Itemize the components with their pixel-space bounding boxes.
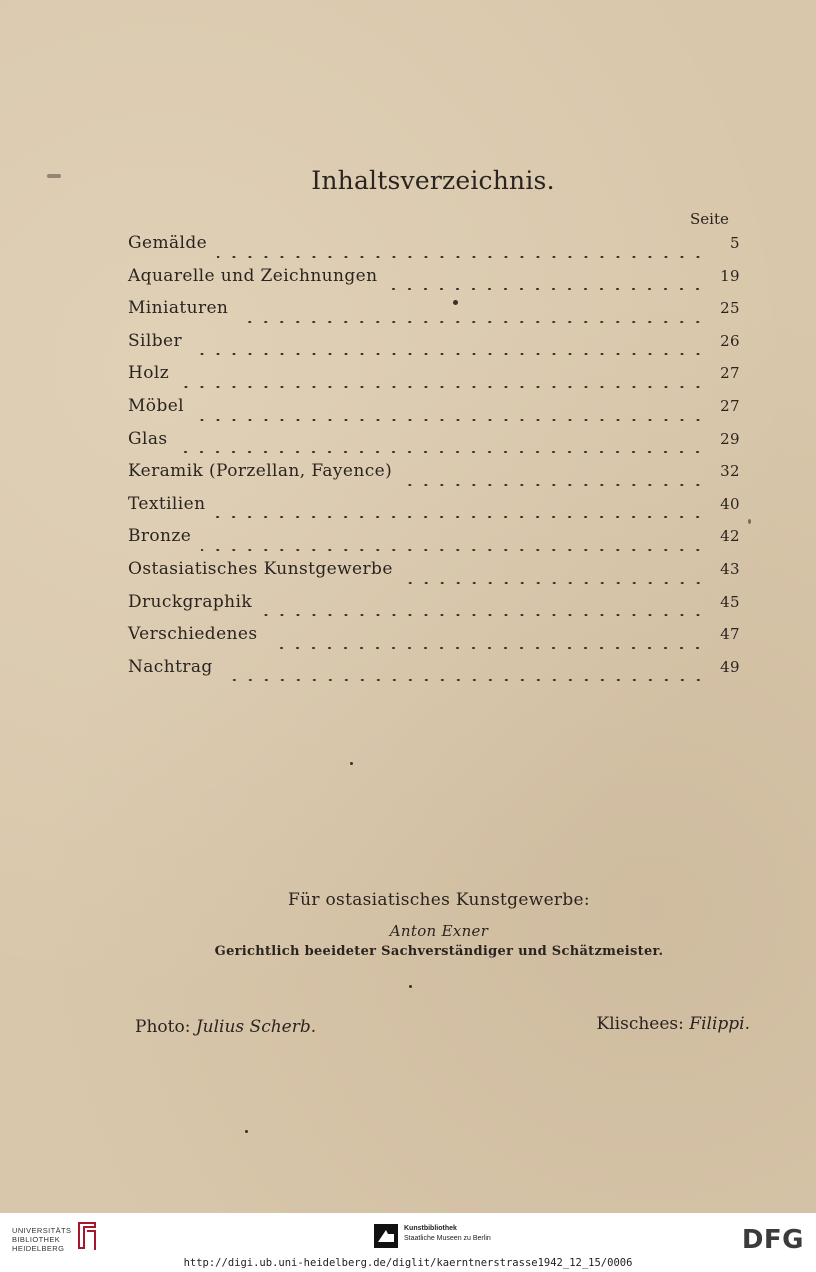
kunstbibliothek-logo-icon bbox=[374, 1224, 398, 1248]
leader-dots bbox=[194, 419, 706, 421]
footer-bar bbox=[0, 1213, 816, 1272]
expert-name: Anton Exner bbox=[389, 922, 489, 940]
klischees-name: Filippi. bbox=[689, 1014, 750, 1034]
toc-entry-page: 25 bbox=[720, 299, 740, 318]
toc-entry-label: Nachtrag bbox=[128, 656, 213, 677]
toc-entry-page: 5 bbox=[730, 234, 740, 252]
toc-row bbox=[128, 494, 740, 527]
toc-row bbox=[128, 429, 740, 462]
leader-dots bbox=[267, 647, 706, 649]
toc-entry-label: Möbel bbox=[128, 395, 185, 416]
toc-entry-label: Miniaturen bbox=[128, 298, 229, 319]
toc-entry-label: Bronze bbox=[128, 526, 192, 547]
seite-header: Seite bbox=[690, 210, 729, 228]
toc-row bbox=[128, 461, 740, 494]
leader-dots bbox=[192, 353, 706, 355]
uni-heidelberg-wordmark bbox=[12, 1226, 71, 1253]
toc-entry-page: 27 bbox=[720, 364, 740, 383]
photo-label: Photo: bbox=[135, 1017, 191, 1037]
leader-dots bbox=[238, 321, 706, 323]
leader-dots bbox=[223, 679, 706, 681]
leader-dots bbox=[402, 484, 706, 486]
photo-name: Julius Scherb. bbox=[195, 1017, 317, 1037]
toc-entry-page: 32 bbox=[720, 462, 740, 481]
uni-line: UNIVERSITÄTS bbox=[12, 1226, 72, 1235]
uni-line: HEIDELBERG bbox=[12, 1244, 65, 1253]
dfg-logo: DFG bbox=[741, 1225, 804, 1255]
paper-speck bbox=[350, 762, 353, 765]
paper-speck bbox=[409, 985, 412, 988]
kb-line: Staatliche Museen zu Berlin bbox=[404, 1235, 491, 1242]
photo-credit bbox=[135, 1017, 316, 1037]
paper-speck bbox=[245, 1130, 248, 1133]
paper-speck bbox=[453, 300, 458, 305]
toc-row bbox=[128, 266, 740, 299]
leader-dots bbox=[215, 516, 706, 518]
leader-dots bbox=[201, 549, 706, 551]
leader-dots bbox=[403, 582, 706, 584]
toc-entry-page: 40 bbox=[720, 494, 740, 513]
toc-entry-label: Keramik (Porzellan, Fayence) bbox=[128, 461, 393, 482]
toc-entry-page: 45 bbox=[720, 592, 740, 611]
toc-entry-label: Aquarelle und Zeichnungen bbox=[128, 265, 378, 286]
leader-dots bbox=[262, 614, 706, 616]
toc-entry-label: Verschiedenes bbox=[128, 624, 258, 645]
kunstbibliothek-text bbox=[404, 1224, 491, 1244]
uni-line: BIBLIOTHEK bbox=[12, 1235, 61, 1244]
toc-entry-label: Ostasiatisches Kunstgewerbe bbox=[128, 558, 393, 579]
toc-entry-page: 47 bbox=[720, 625, 740, 644]
toc-entry-page: 26 bbox=[720, 331, 740, 350]
page-title: Inhaltsverzeichnis. bbox=[311, 166, 555, 195]
toc-entry-label: Holz bbox=[128, 363, 170, 384]
toc-entry-label: Silber bbox=[128, 330, 182, 351]
klischees-credit bbox=[597, 1014, 750, 1034]
permalink-url[interactable]: http://digi.ub.uni-heidelberg.de/diglit/kaerntnerstrasse1942_12_15/0006 bbox=[183, 1257, 633, 1269]
table-of-contents bbox=[128, 233, 740, 689]
leader-dots bbox=[217, 256, 706, 258]
toc-row bbox=[128, 559, 740, 592]
toc-entry-label: Glas bbox=[128, 428, 168, 449]
klischees-label: Klischees: bbox=[596, 1014, 684, 1034]
toc-row bbox=[128, 298, 740, 331]
leader-dots bbox=[387, 288, 706, 290]
toc-entry-page: 49 bbox=[720, 657, 740, 676]
toc-entry-label: Druckgraphik bbox=[128, 591, 253, 612]
toc-entry-page: 19 bbox=[720, 266, 740, 285]
toc-row bbox=[128, 526, 740, 559]
kunstgewerbe-heading: Für ostasiatisches Kunstgewerbe: bbox=[288, 890, 590, 910]
leader-dots bbox=[177, 451, 706, 453]
kb-line: Kunstbibliothek bbox=[404, 1225, 457, 1232]
toc-entry-page: 29 bbox=[720, 429, 740, 448]
toc-row bbox=[128, 624, 740, 657]
expert-title: Gerichtlich beeideter Sachverständiger und Schätzmeister. bbox=[214, 944, 664, 959]
paper-speck bbox=[748, 519, 751, 524]
toc-entry-page: 43 bbox=[720, 559, 740, 578]
toc-entry-label: Textilien bbox=[128, 493, 206, 514]
toc-entry-label: Gemälde bbox=[128, 233, 208, 253]
toc-row bbox=[128, 363, 740, 396]
toc-row bbox=[128, 233, 740, 266]
toc-entry-page: 27 bbox=[720, 396, 740, 415]
uni-heidelberg-logo-icon bbox=[76, 1221, 98, 1251]
toc-row bbox=[128, 592, 740, 625]
toc-entry-page: 42 bbox=[720, 527, 740, 546]
toc-row bbox=[128, 396, 740, 429]
toc-row bbox=[128, 657, 740, 690]
leader-dots bbox=[179, 386, 706, 388]
toc-row bbox=[128, 331, 740, 364]
paper-speck bbox=[47, 174, 61, 178]
